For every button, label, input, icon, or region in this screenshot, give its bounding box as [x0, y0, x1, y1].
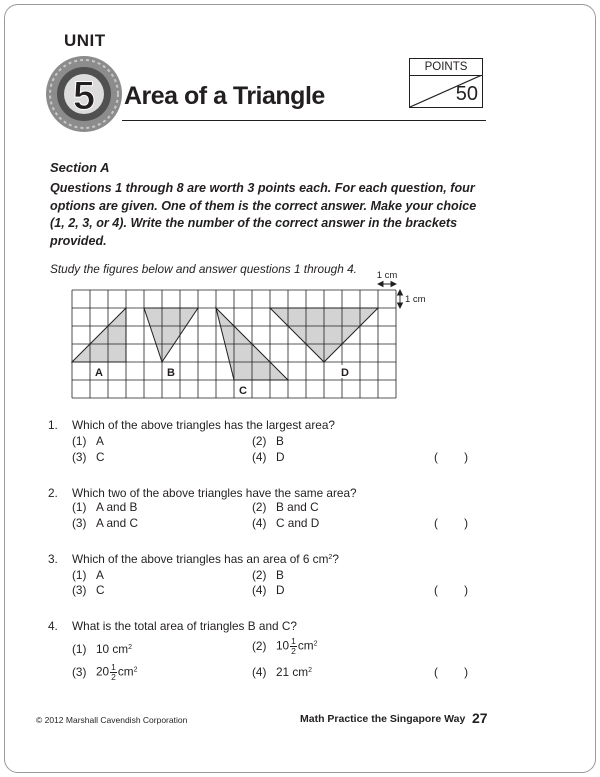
q1-option-1: (1) A [72, 434, 104, 448]
scale-markers [378, 282, 403, 309]
q2-option-2: (2) B and C [252, 500, 319, 514]
q1-option-3: (3) C [72, 450, 105, 464]
unit-number: 5 [72, 74, 96, 118]
triangle-grid-figure [60, 268, 440, 410]
fraction: $\frac{1}{2}$ [291, 636, 296, 656]
label-c: C [239, 385, 247, 397]
points-value: 50 [455, 83, 478, 105]
section-instructions: Questions 1 through 8 are worth 3 points each. For each question, four options are given. One of them is the correct answer. Make your choice (1, 2, 3, or 4). Write the number of the correct answer in the brackets provided. [50, 181, 477, 248]
fraction: $\frac{1}{2}$ [111, 662, 116, 682]
q2-option-1: (1) A and B [72, 500, 138, 514]
q4-answer-brackets[interactable]: ( ) [434, 665, 469, 679]
label-b: B [167, 367, 175, 379]
unit-label: UNIT [64, 31, 106, 50]
footer-book-title: Math Practice the Singapore Way [300, 713, 466, 725]
points-label: POINTS [410, 59, 482, 76]
page-number: 27 [472, 710, 488, 726]
question-text: What is the total area of triangles B and C? [72, 619, 297, 633]
section-title: Section A [50, 160, 110, 175]
question-number: 4. [48, 619, 58, 633]
grid-lines [72, 290, 396, 398]
q1-option-4: (4) D [252, 450, 285, 464]
points-box [409, 58, 483, 108]
q3-option-1: (1) A [72, 568, 104, 582]
q3-option-3: (3) C [72, 583, 105, 597]
q2-answer-brackets[interactable]: ( ) [434, 516, 469, 530]
scale-vertical-label: 1 cm [405, 294, 426, 305]
question-number: 2. [48, 486, 58, 500]
question-text: Which of the above triangles has the largest area? [72, 418, 335, 432]
q4-option-2: (2) 10 $\frac{1}{2}$ $cm^2$ [252, 636, 318, 656]
question-number: 3. [48, 552, 58, 566]
label-a: A [95, 367, 103, 379]
q4-option-4: (4) 21 $cm^2$ [252, 665, 313, 679]
triangle-a [72, 308, 126, 362]
q2-option-4: (4) C and D [252, 516, 320, 530]
label-d: D [341, 367, 349, 379]
question-number: 1. [48, 418, 58, 432]
q4-option-1: (1) 10 $cm^2$ [72, 642, 133, 656]
page-title: Area of a Triangle [124, 82, 325, 110]
question-text: Which of the above triangles has an area of 6 $cm^2$? [72, 552, 339, 566]
scale-horizontal-label: 1 cm [376, 270, 398, 281]
unit-badge-icon [44, 54, 124, 134]
q3-answer-brackets[interactable]: ( ) [434, 583, 469, 597]
q3-option-4: (4) D [252, 583, 285, 597]
q2-option-3: (3) A and C [72, 516, 138, 530]
title-underline [122, 120, 486, 121]
figure-caption: Study the figures below and answer questions 1 through 4. [50, 262, 357, 276]
triangle-b [144, 308, 198, 362]
q4-option-3: (3) 20 $\frac{1}{2}$ $cm^2$ [72, 662, 138, 682]
question-text: Which two of the above triangles have the same area? [72, 486, 357, 500]
q1-answer-brackets[interactable]: ( ) [434, 450, 469, 464]
q3-option-2: (2) B [252, 568, 284, 582]
footer-copyright: © 2012 Marshall Cavendish Corporation [36, 715, 188, 725]
q1-option-2: (2) B [252, 434, 284, 448]
